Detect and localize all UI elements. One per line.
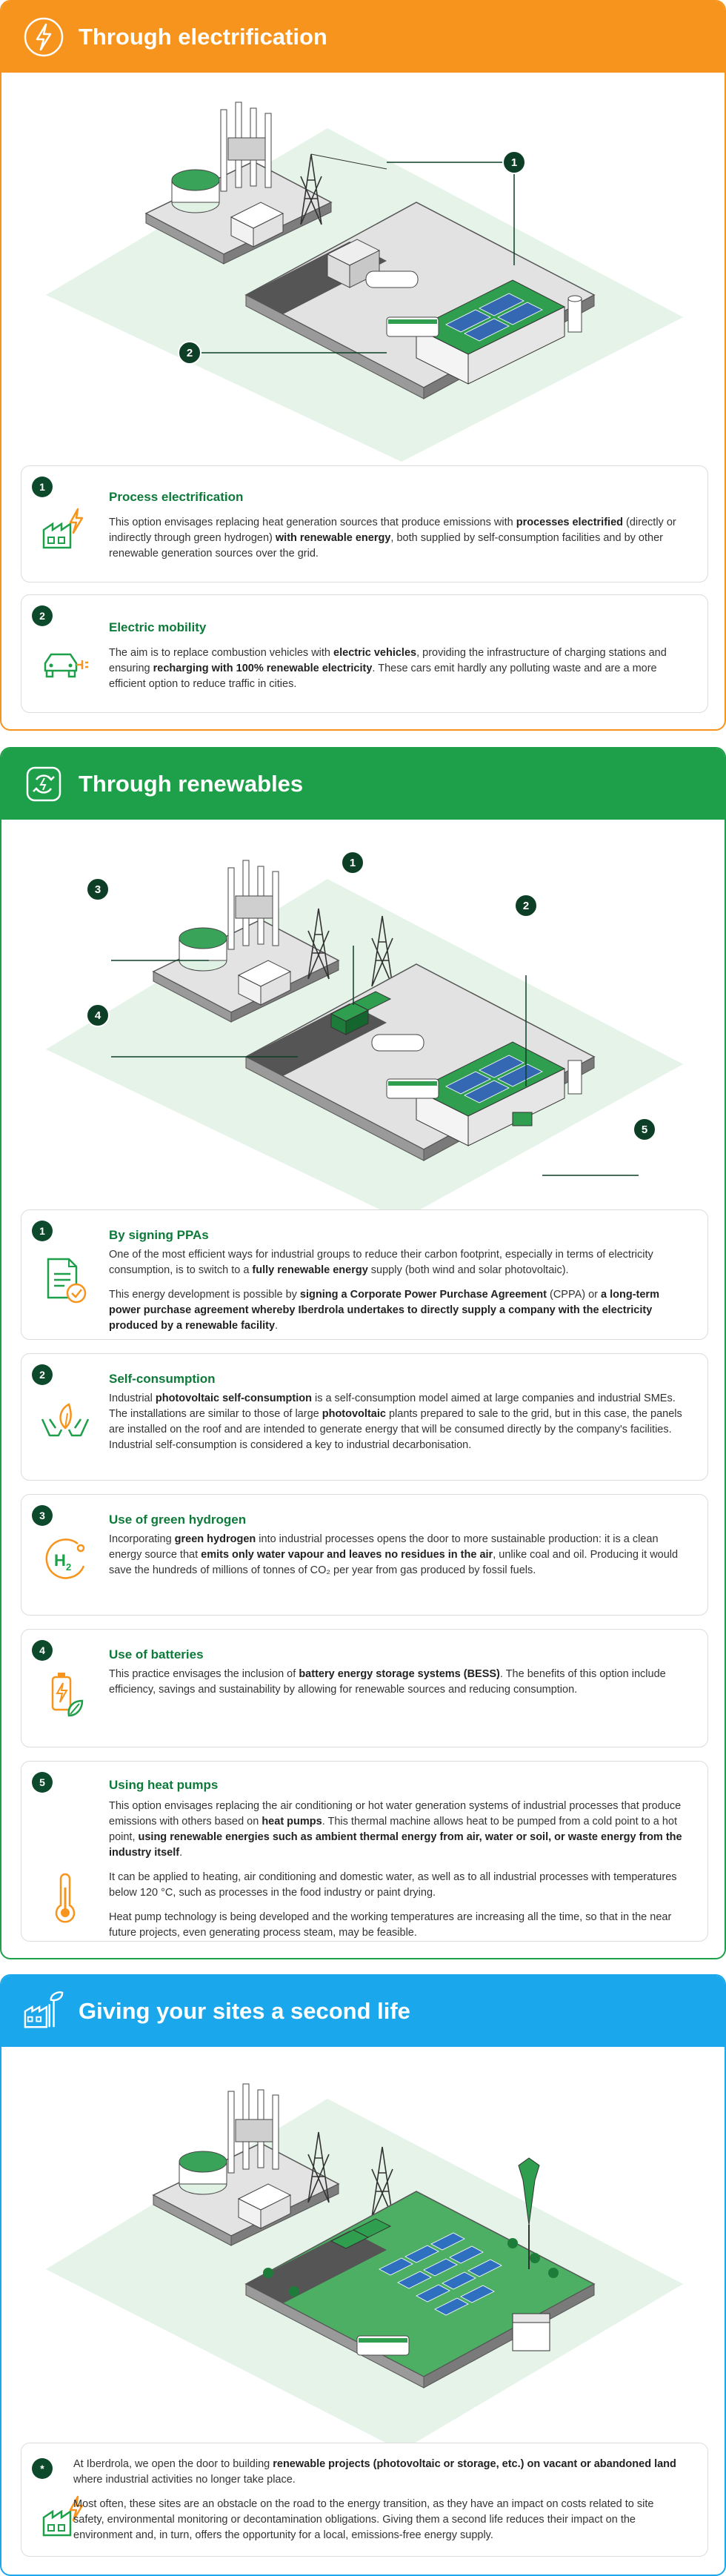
- card-body: [73, 2457, 687, 2552]
- svg-text:2: 2: [66, 1561, 72, 1573]
- bold-text: photovoltaic self-consumption: [155, 1392, 312, 1404]
- card-batteries: [21, 1629, 708, 1747]
- card-title: Self-consumption: [109, 1372, 216, 1386]
- bold-text: renewable projects (photovoltaic or storage, etc.) on vacant or abandoned land: [273, 2458, 676, 2470]
- svg-text:H: H: [54, 1551, 66, 1570]
- section-second-life: [0, 1974, 726, 2576]
- card-title: Use of green hydrogen: [109, 1513, 247, 1527]
- card-number: 1: [32, 1221, 53, 1241]
- card-paragraph: The aim is to replace combustion vehicles with electric vehicles, providing the infrastructure of charging stations and ensuring recharging with 100% renewable electricity. These cars emit hardly any polluting waste and are a more efficient option to reduce traffic in cities.: [109, 647, 667, 690]
- illustration-callout: 3: [86, 877, 110, 901]
- card-electric-mobility: [21, 594, 708, 713]
- card-body: [109, 515, 687, 571]
- card-body: [109, 1799, 687, 1950]
- factory-leaf-icon: [22, 1990, 65, 2033]
- renewable-cycle-icon: [22, 763, 65, 806]
- card-paragraph: Incorporating green hydrogen into industrial processes opens the door to more sustainable production: it is a clean energy source that emits only water vapour and leaves no residues in the air, unlike coal and oil. Producing it would save the hundreds of millions of tonnes of CO₂ per year from gas produced by fossil fuels.: [109, 1533, 679, 1576]
- section-title: Through renewables: [79, 771, 304, 797]
- bold-text: with renewable energy: [275, 532, 391, 544]
- section-title: Through electrification: [79, 24, 327, 50]
- bold-text: recharging with 100% renewable electricity: [153, 663, 373, 674]
- card-second-life: [21, 2443, 708, 2557]
- card-number: 2: [32, 605, 53, 626]
- card-paragraph: One of the most efficient ways for industrial groups to reduce their carbon footprint, especially in terms of electricity consumption, is to switch to a fully renewable energy supply (both wind and solar photovoltaic).: [109, 1249, 653, 1276]
- section-electrification: [0, 0, 726, 731]
- card-body: [109, 1247, 687, 1343]
- bold-text: using renewable energies such as ambient thermal energy from air, water or soil, or waste energy from the industry itself: [109, 1831, 682, 1859]
- card-paragraph: At Iberdrola, we open the door to building renewable projects (photovoltaic or storage, etc.) on vacant or abandoned land where industrial activities no longer take place.: [73, 2458, 676, 2486]
- card-paragraph: This energy development is possible by signing a Corporate Power Purchase Agreement (CPPA) or a long-term power purchase agreement whereby Iberdrola undertakes to directly supply a company with the electricity produced by a renewable facility.: [109, 1289, 659, 1332]
- bold-text: heat pumps: [262, 1816, 322, 1828]
- bold-text: fully renewable energy: [252, 1264, 368, 1276]
- card-title: Electric mobility: [109, 620, 207, 634]
- bold-text: emits only water vapour and leaves no residues in the air: [201, 1549, 493, 1561]
- card-number: 3: [32, 1505, 53, 1526]
- section-title: Giving your sites a second life: [79, 1998, 410, 2024]
- section-header: [1, 1, 725, 73]
- electrification-illustration: [1, 73, 725, 465]
- card-heat-pumps: [21, 1761, 708, 1942]
- card-signing-ppas: [21, 1209, 708, 1340]
- card-body: [109, 1391, 687, 1462]
- card-self-consumption: [21, 1353, 708, 1481]
- section-renewables: [0, 747, 726, 1959]
- card-paragraph: Industrial photovoltaic self-consumption is a self-consumption model aimed at large companies and industrial SMEs. The installations are similar to those of large photovoltaic plants prepared to sale to the grid, but in this case, the panels are installed on the roof and are intended to generate energy that will be consumed directly by the company's facilities. Industrial self-consumption is considered a key to industrial decarbonisation.: [109, 1392, 682, 1451]
- card-paragraph: Heat pump technology is being developed and the working temperatures are increasing all the time, so that in the near future projects, even generating process steam, may be feasible.: [109, 1911, 672, 1939]
- card-process-electrification: [21, 465, 708, 582]
- card-title: By signing PPAs: [109, 1228, 209, 1242]
- card-number: 2: [32, 1364, 53, 1385]
- bold-text: electric vehicles: [333, 647, 417, 659]
- bold-text: green hydrogen: [174, 1533, 256, 1545]
- renewables-illustration: [1, 820, 725, 1220]
- illustration-callout: 2: [514, 894, 538, 917]
- illustration-callout: 1: [502, 150, 526, 174]
- illustration-callout: 1: [341, 851, 364, 874]
- card-title: Use of batteries: [109, 1647, 204, 1662]
- thermometer-icon: [39, 1873, 91, 1925]
- card-green-hydrogen: [21, 1494, 708, 1616]
- bold-text: battery energy storage systems (BESS): [299, 1668, 500, 1680]
- card-number: *: [32, 2458, 53, 2479]
- card-paragraph: It can be applied to heating, air conditioning and domestic water, as well as to all industrial processes with temperatures below 120 °C, such as processes in the food industry or paint drying.: [109, 1871, 677, 1899]
- electric-car-icon: [39, 638, 91, 690]
- contract-document-icon: [39, 1255, 91, 1307]
- section-header: [1, 748, 725, 820]
- illustration-callout: 4: [86, 1003, 110, 1027]
- illustration-callout: 2: [178, 341, 202, 365]
- hands-leaf-icon: [39, 1395, 91, 1447]
- card-paragraph: This practice envisages the inclusion of battery energy storage systems (BESS). The benefits of this option include efficiency, savings and sustainability by allowing for renewable sources and reducing consumption.: [109, 1668, 666, 1696]
- card-paragraph: Most often, these sites are an obstacle on the road to the energy transition, as they have an impact on costs related to site safety, environmental monitoring or decontamination obligations. Giving them a second life reduces their impact on the environment and, in turn, offers the opportunity for a local, emissions-free energy supply.: [73, 2498, 654, 2541]
- lightning-bolt-icon: [22, 16, 65, 59]
- bold-text: signing a Corporate Power Purchase Agreement: [299, 1289, 547, 1301]
- section-header: [1, 1976, 725, 2047]
- second-life-illustration: [1, 2047, 725, 2462]
- bold-text: processes electrified: [516, 517, 623, 528]
- battery-leaf-icon: [39, 1668, 91, 1720]
- card-number: 5: [32, 1772, 53, 1793]
- card-body: [109, 1667, 687, 1707]
- card-title: Using heat pumps: [109, 1778, 219, 1792]
- electrified-factory-icon: [39, 503, 91, 555]
- bold-text: photovoltaic: [322, 1408, 386, 1420]
- card-number: 1: [32, 477, 53, 497]
- card-number: 4: [32, 1640, 53, 1661]
- card-paragraph: This option envisages replacing heat generation sources that produce emissions with processes electrified (directly or indirectly through green hydrogen) with renewable energy, both supplied by self-consumption facilities and by other renewable generation sources over the grid.: [109, 517, 676, 560]
- hydrogen-h2-icon: [39, 1533, 91, 1585]
- card-body: [109, 1532, 687, 1587]
- illustration-callout: 5: [633, 1118, 656, 1141]
- bold-text: a long-term power purchase agreement whereby Iberdrola undertakes to directly supply a company with the electricity produced by a renewable facility: [109, 1289, 659, 1332]
- card-paragraph: This option envisages replacing the air conditioning or hot water generation systems of industrial processes that produce emissions with others based on heat pumps. This thermal machine allows heat to be pumped from a cold point to a hot point, using renewable energies such as ambient thermal energy from air, water or soil, or waste energy from the industry itself.: [109, 1800, 682, 1859]
- card-body: [109, 645, 687, 701]
- card-title: Process electrification: [109, 490, 244, 504]
